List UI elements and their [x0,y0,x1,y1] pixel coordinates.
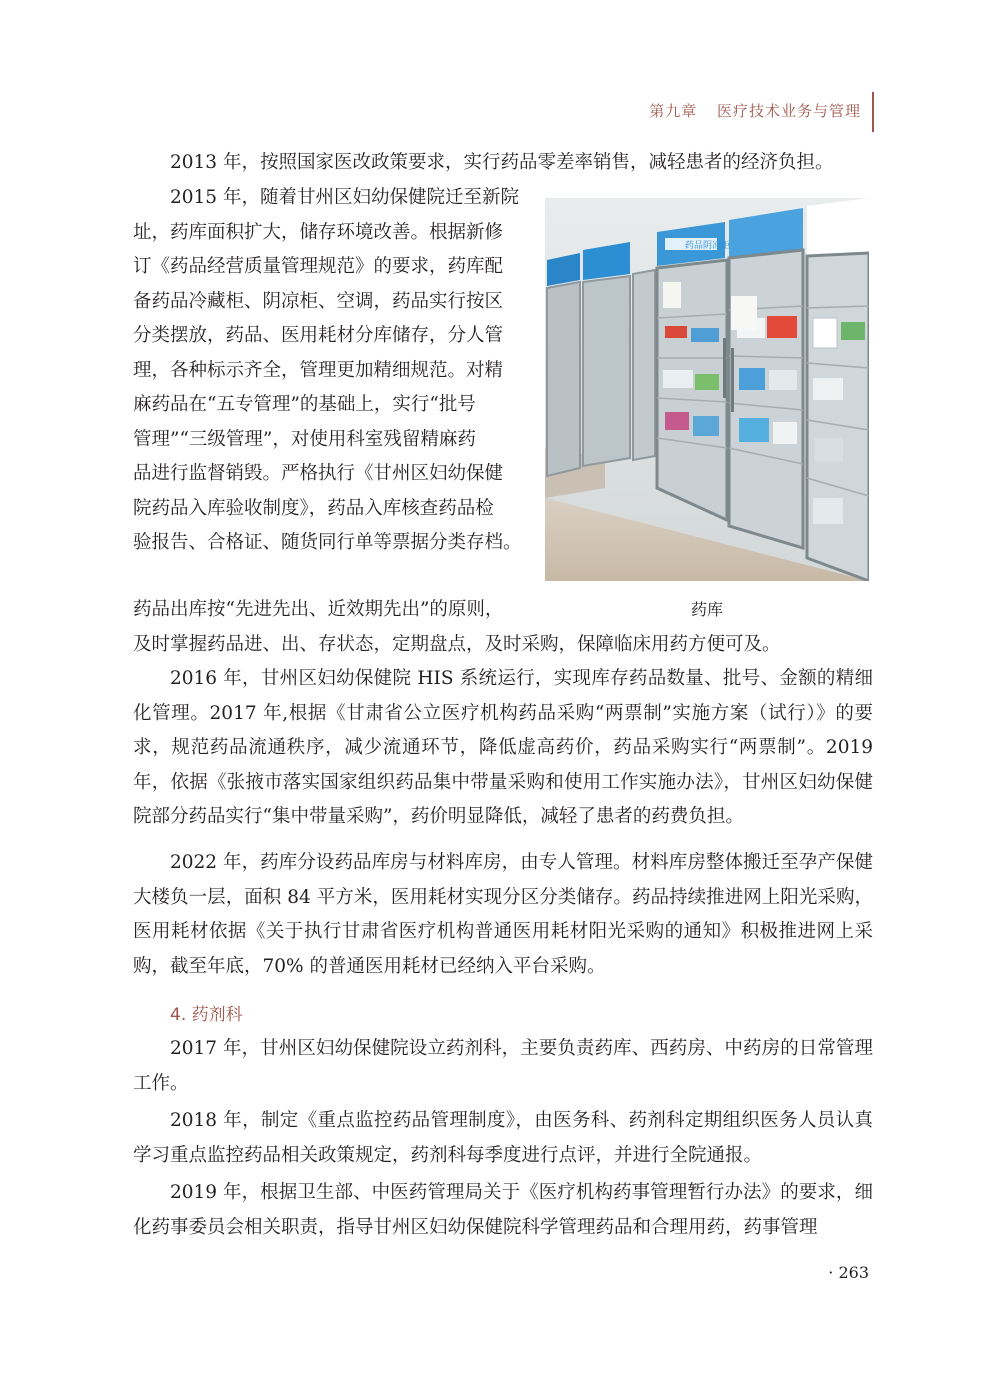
page-number: · 263 [828,1263,869,1282]
header-bar [872,92,874,132]
running-header [635,100,861,126]
section-heading-pharmacy: 4. 药剂科 [170,1005,243,1025]
line-2015-5: 理，各种标示齐全，管理更加精细规范。对精 [133,359,504,381]
line-2015-1: 址，药库面积扩大，储存环境改善。根据新修 [133,221,504,243]
paragraph-2022: 2022 年，药库分设药品库房与材料库房，由专人管理。材料库房整体搬迁至孕产保健大楼负一层，面积 84 平方米，医用耗材实现分区分类储存。药品持续推进网上阳光采购，医用耗材依据《关于执行甘肃省医疗机构普通医用耗材阳光采购的通知》积极推进网上采购，截至年底，70% 的普通医用耗材已经纳入平台采购。 [133,852,873,977]
paragraph-2016: 2016 年，甘州区妇幼保健院 HIS 系统运行，实现库存药品数量、批号、金额的精细化管理。2017 年,根据《甘肃省公立医疗机构药品采购“两票制”实施方案（试行）》的要求，规范药品流通秩序，减少流通环节，降低虚高药价，药品采购实行“两票制”。2019 年，依据《张掖市落实国家组织药品集中带量采购和使用工作实施办法》，甘州区妇幼保健院部分药品实行“集中带量采购”，药价明显降低，减轻了患者的药费负担。 [133,668,873,827]
line-2015-4: 分类摆放，药品、医用耗材分库储存，分人管 [133,325,504,346]
line-2015-7: 管理”“三级管理”，对使用科室残留精麻药 [133,428,476,450]
paragraph-2019: 2019 年，根据卫生部、中医药管理局关于《医疗机构药事管理暂行办法》的要求，细化药事委员会相关职责，指导甘州区妇幼保健院科学管理药品和合理用药，药事管理 [133,1182,873,1238]
line-2015-8: 品进行监督销毁。严格执行《甘州区妇幼保健 [133,463,504,484]
line-2015-0: 2015 年，随着甘州区妇幼保健院迁至新院 [170,187,519,208]
line-2015-10: 验报告、合格证、随货同行单等票据分类存档。 [133,532,522,553]
photo-caption: 药库 [690,600,723,619]
cabinet-illustration [545,198,869,581]
line-2015-2: 订《药品经营质量管理规范》的要求，药库配 [133,256,504,277]
line-2015-6: 麻药品在“五专管理”的基础上，实行“批号 [133,394,476,415]
line-2015-11: 药品出库按“先进先出、近效期先出”的原则， [133,599,504,620]
paragraph-2018: 2018 年，制定《重点监控药品管理制度》，由医务科、药剂科定期组织医务人员认真学习重点监控药品相关政策规定，药剂科每季度进行点评，并进行全院通报。 [133,1110,873,1166]
line-2015-3: 备药品冷藏柜、阴凉柜、空调，药品实行按区 [133,290,504,312]
paragraph-2017: 2017 年，甘州区妇幼保健院设立药剂科，主要负责药库、西药房、中药房的日常管理工作。 [133,1038,873,1094]
paragraph-2013: 2013 年，按照国家医改政策要求，实行药品零差率销售，减轻患者的经济负担。 [170,152,834,173]
chapter-title: 医疗技术业务与管理 [716,102,861,120]
line-2015-end: 及时掌握药品进、出、存状态，定期盘点，及时采购，保障临床用药方便可及。 [133,633,781,655]
cabinet-sign: 药品阴凉柜 [685,241,731,251]
chapter-number: 第九章 [649,102,698,120]
line-2015-9: 院药品入库验收制度》，药品入库核查药品检 [133,497,494,519]
pharmacy-storage-photo [545,198,869,581]
